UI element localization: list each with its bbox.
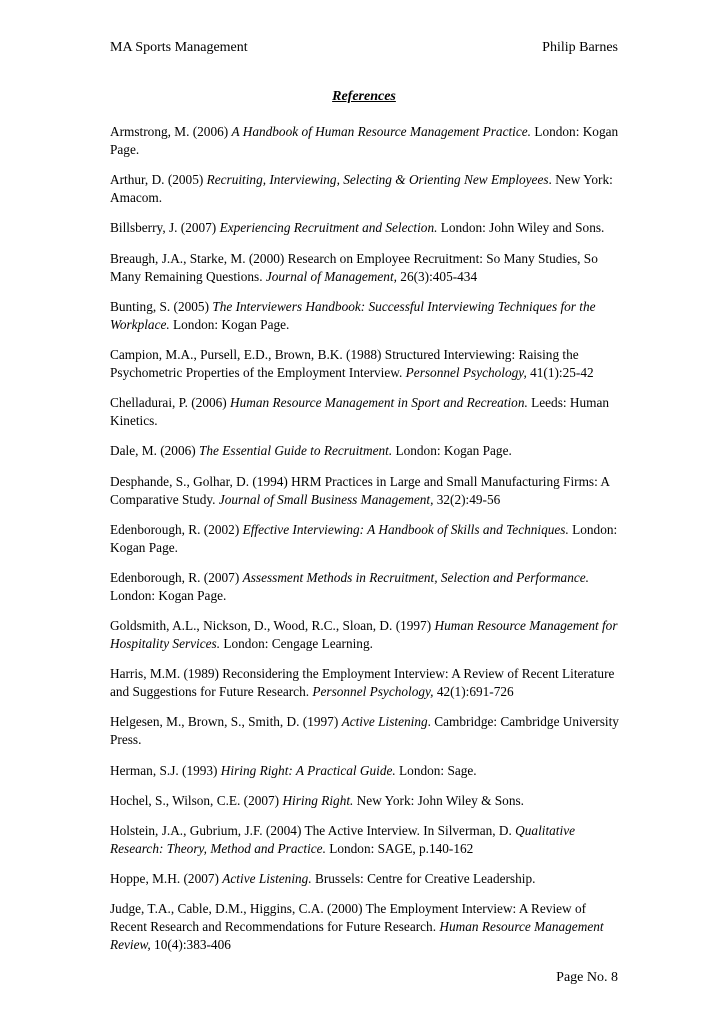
reference-title: The Interviewers Handbook: Successful Interviewing Techniques for the Workplace. <box>110 298 596 332</box>
page-number: Page No. 8 <box>556 970 618 985</box>
reference-entry <box>110 569 620 605</box>
reference-authors: Herman, S.J. (1993) <box>110 762 221 778</box>
reference-entry <box>110 870 620 888</box>
reference-title: Effective Interviewing: A Handbook of Skills and Techniques. <box>242 521 569 537</box>
reference-publisher: London: Kogan Page. <box>392 443 512 459</box>
reference-title: Assessment Methods in Recruitment, Selection and Performance. <box>242 569 589 585</box>
reference-authors: Harris, M.M. (1989) Reconsidering the Employment Interview: A Review of Recent Literature and Suggestions for Future Research. <box>110 666 615 700</box>
reference-entry <box>110 442 620 460</box>
reference-publisher: London: Kogan Page. <box>110 587 227 603</box>
reference-publisher: . New York: Amacom. <box>110 172 613 206</box>
reference-title: Human Resource Management Review, <box>110 919 604 953</box>
reference-authors: Holstein, J.A., Gubrium, J.F. (2004) The Active Interview. In Silverman, D. <box>110 823 516 838</box>
reference-entry <box>110 617 620 653</box>
reference-entry <box>110 123 620 159</box>
reference-authors: Desphande, S., Golhar, D. (1994) HRM Practices in Large and Small Manufacturing Firms: A Comparative Study. <box>110 473 610 507</box>
reference-publisher: . Cambridge: Cambridge University Press. <box>110 714 619 748</box>
reference-entry <box>110 250 620 286</box>
reference-authors: Judge, T.A., Cable, D.M., Higgins, C.A. (2000) The Employment Interview: A Review of Recent Research and Recommendations for Future Research. <box>110 901 587 935</box>
reference-publisher: 41(1):25-42 <box>526 364 594 380</box>
reference-publisher: Leeds: Human Kinetics. <box>110 395 610 429</box>
reference-authors: Hoppe, M.H. (2007) <box>110 871 223 887</box>
reference-title: Hiring Right: A Practical Guide. <box>220 762 396 778</box>
reference-title: Experiencing Recruitment and Selection. <box>219 220 438 236</box>
reference-authors: Arthur, D. (2005) <box>110 172 207 188</box>
reference-entry <box>110 822 620 858</box>
reference-entry <box>110 900 620 954</box>
reference-title: Journal of Small Business Management, <box>218 491 434 507</box>
page-header <box>110 40 618 60</box>
reference-list <box>110 123 620 967</box>
reference-title: Journal of Management, <box>265 268 397 284</box>
reference-entry <box>110 521 620 557</box>
reference-entry <box>110 171 620 207</box>
reference-title: Active Listening <box>341 714 428 730</box>
reference-authors: Edenborough, R. (2002) <box>110 521 243 537</box>
reference-authors: Helgesen, M., Brown, S., Smith, D. (1997) <box>110 714 342 730</box>
reference-entry <box>110 665 620 701</box>
course-title: MA Sports Management <box>110 40 248 55</box>
reference-publisher: London: Sage. <box>395 762 477 778</box>
reference-authors: Goldsmith, A.L., Nickson, D., Wood, R.C., Sloan, D. (1997) <box>110 618 435 634</box>
reference-entry <box>110 713 620 749</box>
references-heading: References <box>332 89 396 104</box>
reference-title: Personnel Psychology, <box>312 684 434 700</box>
reference-publisher: London: John Wiley and Sons. <box>437 220 605 236</box>
reference-publisher: New York: John Wiley & Sons. <box>353 792 524 808</box>
reference-publisher: 26(3):405-434 <box>396 268 478 284</box>
reference-entry <box>110 219 620 237</box>
reference-publisher: London: Cengage Learning. <box>220 636 373 652</box>
author-name: Philip Barnes <box>542 40 618 55</box>
reference-title: Active Listening. <box>222 871 312 887</box>
reference-title: Human Resource Management in Sport and Recreation. <box>230 395 528 411</box>
reference-publisher: 10(4):383-406 <box>150 937 231 953</box>
reference-publisher: Brussels: Centre for Creative Leadership. <box>311 871 536 887</box>
reference-authors: Hochel, S., Wilson, C.E. (2007) <box>110 792 283 808</box>
reference-publisher: London: Kogan Page. <box>169 316 290 332</box>
reference-publisher: London: Kogan Page. <box>110 124 619 157</box>
reference-publisher: 42(1):691-726 <box>433 684 514 700</box>
reference-title: A Handbook of Human Resource Management Practice. <box>231 124 531 139</box>
reference-authors: Campion, M.A., Pursell, E.D., Brown, B.K. (1988) Structured Interviewing: Raising the Psychometric Properties of the Employment Interview. <box>110 346 579 380</box>
reference-publisher: 32(2):49-56 <box>433 491 501 507</box>
reference-entry <box>110 394 620 430</box>
reference-authors: Chelladurai, P. (2006) <box>110 395 231 411</box>
reference-entry <box>110 298 620 334</box>
reference-authors: Breaugh, J.A., Starke, M. (2000) Research on Employee Recruitment: So Many Studies, So Many Remaining Questions. <box>110 250 598 284</box>
reference-publisher: London: SAGE, p.140-162 <box>325 841 474 856</box>
reference-title: Recruiting, Interviewing, Selecting & Orienting New Employees <box>206 172 549 188</box>
reference-title: The Essential Guide to Recruitment. <box>199 443 393 459</box>
reference-title: Qualitative Research: Theory, Method and Practice. <box>110 823 575 856</box>
reference-entry <box>110 762 620 780</box>
reference-authors: Billsberry, J. (2007) <box>110 220 220 236</box>
reference-authors: Edenborough, R. (2007) <box>110 569 243 585</box>
reference-authors: Armstrong, M. (2006) <box>110 124 232 139</box>
reference-title: Hiring Right. <box>282 792 354 808</box>
reference-authors: Dale, M. (2006) <box>110 443 199 459</box>
reference-publisher: London: Kogan Page. <box>110 521 618 555</box>
reference-entry <box>110 473 620 509</box>
reference-entry <box>110 792 620 810</box>
reference-entry <box>110 346 620 382</box>
reference-authors: Bunting, S. (2005) <box>110 298 213 314</box>
reference-title: Human Resource Management for Hospitality Services. <box>110 618 618 652</box>
reference-title: Personnel Psychology, <box>405 364 527 380</box>
